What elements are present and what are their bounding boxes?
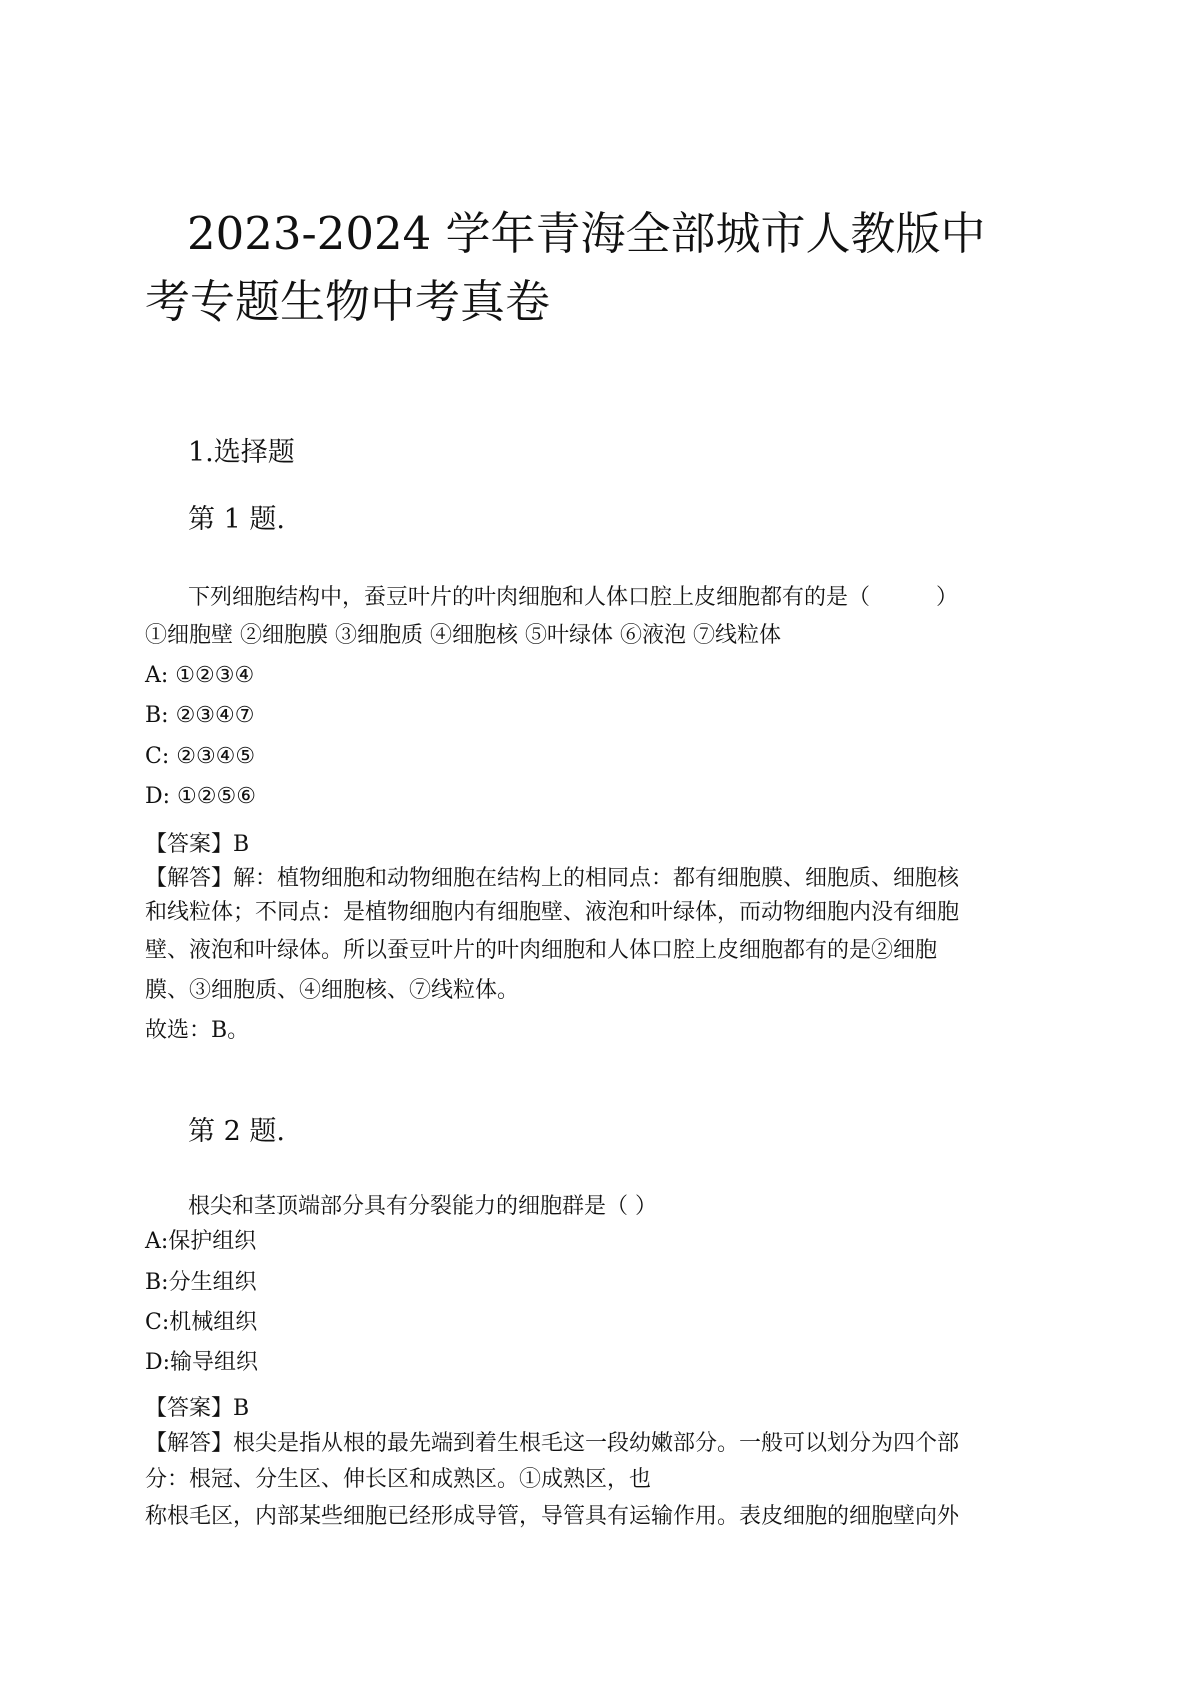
- question-1-answer: 【答案】B: [145, 832, 250, 857]
- title-line-1: 2023-2024 学年青海全部城市人教版中: [187, 207, 986, 260]
- title-line-2: 考专题生物中考真卷: [145, 275, 551, 328]
- question-1-explanation-line: 膜、③细胞质、④细胞核、⑦线粒体。: [145, 978, 520, 1003]
- question-1-option-d: D: ①②⑤⑥: [145, 784, 256, 809]
- question-2-explanation-line: 分：根冠、分生区、伸长区和成熟区。①成熟区，也: [145, 1467, 652, 1492]
- question-1-conclusion: 故选：B。: [145, 1018, 250, 1043]
- question-2-stem: 根尖和茎顶端部分具有分裂能力的细胞群是（ ）: [188, 1194, 657, 1219]
- question-1-explanation-line: 【解答】解：植物细胞和动物细胞在结构上的相同点：都有细胞膜、细胞质、细胞核: [145, 866, 960, 891]
- question-2-heading: 第 2 题.: [188, 1116, 285, 1147]
- section-heading: 1.选择题: [188, 437, 295, 468]
- question-1-option-c: C: ②③④⑤: [145, 744, 256, 769]
- question-1-option-b: B: ②③④⑦: [145, 703, 255, 728]
- question-2-explanation-line: 称根毛区，内部某些细胞已经形成导管，导管具有运输作用。表皮细胞的细胞壁向外: [145, 1504, 960, 1529]
- document-title: [145, 200, 1045, 336]
- question-2-option-b: B:分生组织: [145, 1270, 257, 1295]
- question-2-option-c: C:机械组织: [145, 1310, 258, 1335]
- question-1-explanation-line: 和线粒体；不同点：是植物细胞内有细胞壁、液泡和叶绿体，而动物细胞内没有细胞: [145, 900, 960, 925]
- question-2-option-a: A:保护组织: [145, 1229, 257, 1254]
- question-2-option-d: D:输导组织: [145, 1350, 259, 1375]
- question-1-option-a: A: ①②③④: [145, 663, 255, 688]
- question-2-explanation-line: 【解答】根尖是指从根的最先端到着生根毛这一段幼嫩部分。一般可以划分为四个部: [145, 1431, 960, 1456]
- question-2-answer: 【答案】B: [145, 1396, 250, 1421]
- question-1-heading: 第 1 题.: [188, 504, 285, 535]
- question-1-stem: 下列细胞结构中，蚕豆叶片的叶肉细胞和人体口腔上皮细胞都有的是（ ）: [188, 585, 959, 610]
- question-1-explanation-line: 壁、液泡和叶绿体。所以蚕豆叶片的叶肉细胞和人体口腔上皮细胞都有的是②细胞: [145, 938, 938, 963]
- question-1-stem-items: ①细胞壁 ②细胞膜 ③细胞质 ④细胞核 ⑤叶绿体 ⑥液泡 ⑦线粒体: [145, 623, 781, 648]
